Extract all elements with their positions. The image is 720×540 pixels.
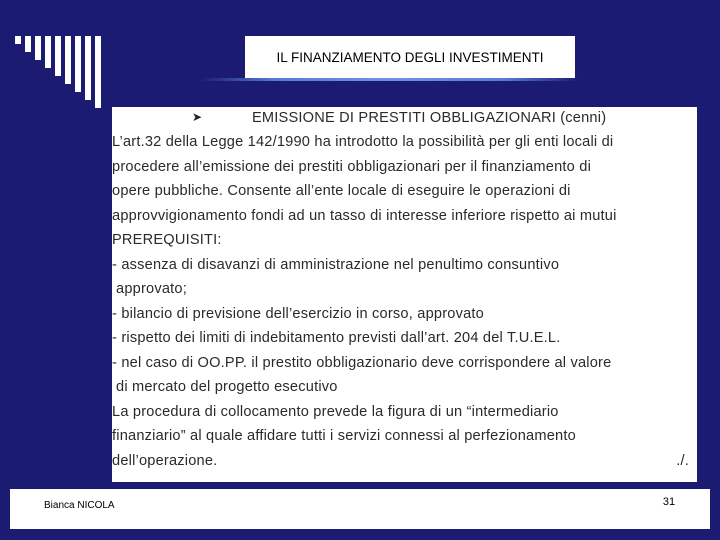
author-name: Bianca NICOLA [44,500,115,511]
ending-mark: ./. [676,452,689,469]
text-line: opere pubbliche. Consente all’ente locale di eseguire le operazioni di [112,183,571,199]
title-box [245,36,575,78]
text-line: procedere all’emissione dei prestiti obbligazionari per il finanziamento di [112,158,592,175]
text-line: La procedura di collocamento prevede la figura di un “intermediario [112,403,559,420]
corner-bars-decoration [15,36,105,126]
text-line: - nel caso di OO.PP. il prestito obbligazionario deve corrispondere al valore [112,354,612,371]
content-box [112,107,697,482]
bullet-heading: EMISSIONE DI PRESTITI OBBLIGAZIONARI (cenni) [252,110,607,126]
text-line: di mercato del progetto esecutivo [116,379,338,395]
text-line: - assenza di disavanzi di amministrazione nel penultimo consuntivo [112,256,560,273]
text-line: PREREQUISITI: [112,232,222,248]
title-underline [200,78,580,81]
text-line: approvvigionamento fondi ad un tasso di interesse inferiore rispetto ai mutui [112,207,617,224]
arrow-bullet-icon: ➤ [192,110,203,124]
text-line: L’art.32 della Legge 142/1990 ha introdotto la possibilità per gli enti locali di [112,134,614,150]
page-number: 31 [647,494,691,520]
text-line: - rispetto dei limiti di indebitamento previsti dall’art. 204 del T.U.E.L. [112,330,561,346]
text-line: finanziario” al quale affidare tutti i servizi connessi al perfezionamento [112,428,576,444]
text-line: dell’operazione. [112,452,218,469]
text-line: - bilancio di previsione dell’esercizio in corso, approvato [112,305,484,322]
text-line: approvato; [116,281,187,297]
footer-bar [10,489,710,529]
slide-title: IL FINANZIAMENTO DEGLI INVESTIMENTI [276,50,544,65]
